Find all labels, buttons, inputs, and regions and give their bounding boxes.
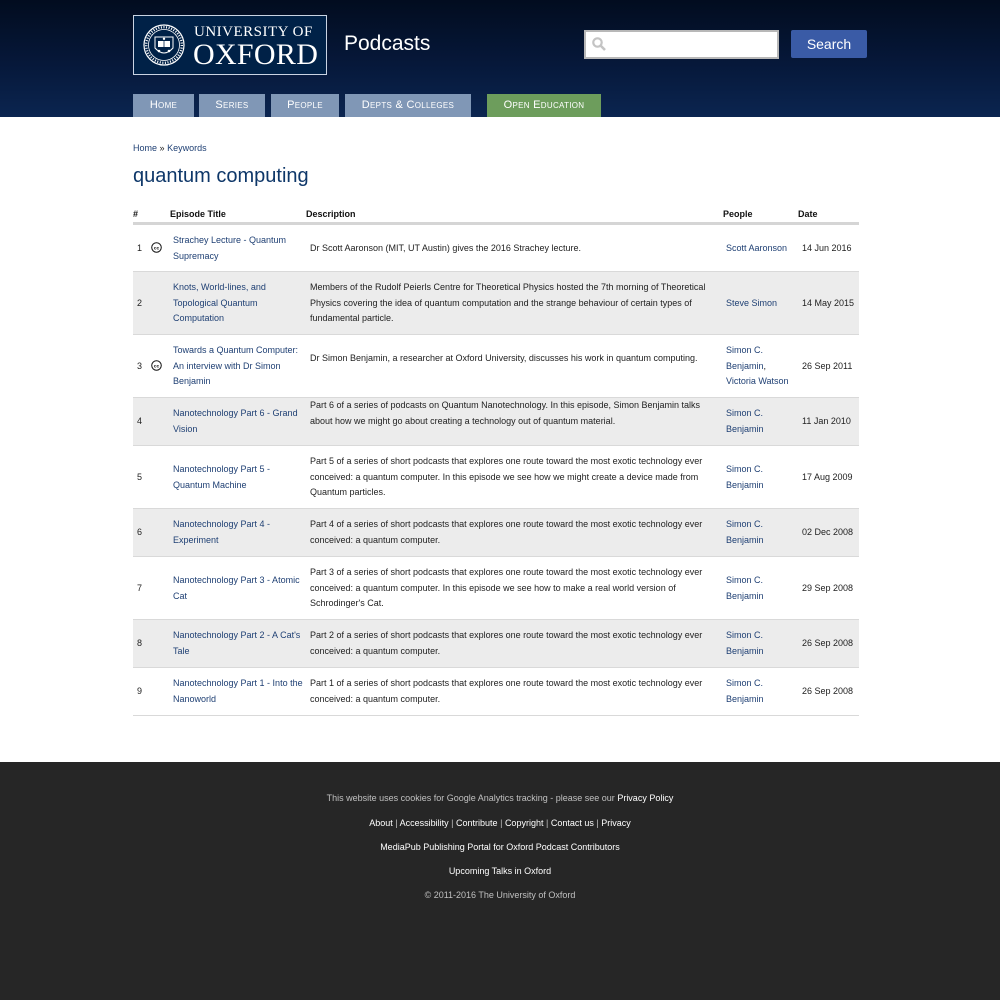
- episode-description: Part 1 of a series of short podcasts that explores one route toward the most exotic technology ever conceived: a quantum computer.: [310, 678, 703, 704]
- table-row: [133, 398, 859, 446]
- episode-date: 26 Sep 2008: [802, 686, 854, 697]
- episode-people: [726, 406, 794, 437]
- nav-open-education[interactable]: Open Education: [487, 94, 601, 117]
- search-button[interactable]: Search: [791, 30, 867, 58]
- episode-title-link[interactable]: Nanotechnology Part 6 - Grand Vision: [173, 408, 298, 434]
- episode-date: 14 Jun 2016: [802, 242, 852, 253]
- search-input[interactable]: [610, 34, 774, 57]
- table-row: [133, 272, 859, 335]
- site-footer: [0, 762, 1000, 1000]
- row-number: 4: [137, 416, 143, 427]
- col-header-title: Episode Title: [170, 209, 226, 219]
- breadcrumb: [133, 143, 207, 153]
- person-link[interactable]: Steve Simon: [726, 297, 778, 308]
- footer-link-about[interactable]: About: [369, 818, 393, 828]
- episode-date: 17 Aug 2009: [802, 471, 853, 482]
- footer-link-separator: |: [500, 818, 503, 828]
- episode-date: 29 Sep 2008: [802, 582, 854, 593]
- creative-commons-icon[interactable]: [151, 242, 162, 253]
- person-link[interactable]: Simon C. Benjamin: [726, 519, 764, 545]
- privacy-policy-link[interactable]: Privacy Policy: [617, 793, 674, 803]
- row-number: 7: [137, 582, 143, 593]
- episode-description: Part 2 of a series of short podcasts that explores one route toward the most exotic technology ever conceived: a quantum computer.: [310, 630, 703, 656]
- episode-people: [726, 296, 794, 312]
- site-title[interactable]: Podcasts: [344, 32, 431, 55]
- footer-link-contribute[interactable]: Contribute: [456, 818, 498, 828]
- episode-date: 02 Dec 2008: [802, 527, 854, 538]
- episode-title-link[interactable]: Strachey Lecture - Quantum Supremacy: [173, 234, 287, 261]
- episode-description: Dr Simon Benjamin, a researcher at Oxford University, discusses his work in quantum computing.: [310, 352, 698, 363]
- episode-description: Part 3 of a series of short podcasts that explores one route toward the most exotic technology ever conceived: a quantum computer. In this episode we see how to make a real world version of Schrodinger's Cat.: [310, 566, 703, 609]
- table-row: [133, 335, 859, 398]
- breadcrumb-keywords[interactable]: Keywords: [167, 143, 207, 153]
- table-row: [133, 509, 859, 557]
- episode-title-link[interactable]: Nanotechnology Part 4 - Experiment: [173, 519, 271, 545]
- col-header-date: Date: [798, 209, 818, 219]
- cookie-text: This website uses cookies for Google Analytics tracking - please see our: [326, 793, 615, 803]
- col-header-num: #: [133, 209, 139, 219]
- upcoming-talks: [0, 866, 1000, 876]
- person-link[interactable]: Simon C. Benjamin: [726, 408, 764, 434]
- episode-people: [726, 676, 794, 707]
- episode-title-link[interactable]: Knots, World-lines, and Topological Quantum Computation: [173, 281, 266, 324]
- row-number: 9: [137, 686, 143, 697]
- episode-date: 11 Jan 2010: [802, 416, 851, 427]
- person-link[interactable]: Simon C. Benjamin: [726, 574, 764, 601]
- footer-link-privacy[interactable]: Privacy: [601, 818, 631, 828]
- page-title: quantum computing: [133, 165, 309, 187]
- nav-people[interactable]: People: [271, 94, 339, 117]
- footer-link-separator: |: [451, 818, 454, 828]
- footer-link-accessibility[interactable]: Accessibility: [399, 818, 449, 828]
- oxford-crest-icon: [142, 22, 186, 68]
- cookie-notice: [0, 793, 1000, 803]
- row-number: 5: [137, 471, 143, 482]
- logo-oxford: OXFORD: [193, 38, 319, 71]
- episode-title-link[interactable]: Nanotechnology Part 2 - A Cat's Tale: [173, 630, 301, 656]
- mediapub-link: [0, 842, 1000, 852]
- episode-date: 14 May 2015: [802, 297, 855, 308]
- col-header-people: People: [723, 209, 753, 219]
- episode-title-link[interactable]: Nanotechnology Part 3 - Atomic Cat: [173, 574, 300, 601]
- footer-link-separator: |: [545, 818, 549, 828]
- episode-people: [726, 517, 794, 548]
- episode-title-link[interactable]: Nanotechnology Part 1 - Into the Nanoworld: [173, 678, 303, 704]
- nav-depts-colleges[interactable]: Depts & Colleges: [345, 94, 471, 117]
- person-link[interactable]: Simon C. Benjamin: [726, 344, 764, 371]
- episode-people: [726, 241, 794, 257]
- footer-link-separator: |: [596, 818, 599, 828]
- episode-description: Members of the Rudolf Peierls Centre for Theoretical Physics hosted the 7th morning of Theoretical Physics covering the idea of quantum computation and the strange behaviour of certain types of fundamental particle.: [310, 281, 706, 324]
- footer-link-copyright[interactable]: Copyright: [504, 818, 544, 828]
- person-link[interactable]: Victoria Watson: [726, 376, 789, 387]
- episode-date: 26 Sep 2011: [802, 360, 853, 371]
- breadcrumb-separator: »: [159, 143, 165, 153]
- episode-title-link[interactable]: Nanotechnology Part 5 - Quantum Machine: [173, 463, 271, 490]
- upcoming-talks-link[interactable]: Upcoming Talks in Oxford: [448, 866, 552, 876]
- nav-series[interactable]: Series: [199, 94, 265, 117]
- episode-date: 26 Sep 2008: [802, 638, 854, 649]
- mediapub-portal-link[interactable]: MediaPub Publishing Portal for Oxford Podcast Contributors: [380, 842, 620, 852]
- row-number: 6: [137, 527, 143, 538]
- episode-people: [726, 343, 794, 390]
- nav-home[interactable]: Home: [133, 94, 194, 117]
- episode-description: Part 5 of a series of short podcasts that explores one route toward the most exotic technology ever conceived: a quantum computer. In this episode we see how we might create a device made from Quantum particles.: [310, 455, 703, 498]
- site-header: [0, 0, 1000, 117]
- footer-links: [0, 818, 1000, 828]
- row-number: 8: [137, 638, 143, 649]
- col-header-description: Description: [306, 209, 356, 219]
- person-link[interactable]: Simon C. Benjamin: [726, 463, 764, 490]
- svg-text:cc: cc: [153, 363, 160, 369]
- footer-link-contact[interactable]: Contact us: [550, 818, 594, 828]
- row-number: 2: [137, 297, 143, 308]
- search-box: [584, 30, 779, 59]
- table-row: [133, 620, 859, 668]
- episode-people: [726, 462, 794, 493]
- table-row: [133, 225, 859, 272]
- person-link[interactable]: Scott Aaronson: [726, 242, 788, 253]
- svg-text:cc: cc: [153, 245, 160, 251]
- table-row: [133, 557, 859, 620]
- logo-university-of: UNIVERSITY OF: [194, 24, 313, 40]
- oxford-logo[interactable]: [133, 15, 327, 75]
- breadcrumb-home[interactable]: Home: [133, 143, 158, 153]
- episode-description: Part 4 of a series of short podcasts that explores one route toward the most exotic technology ever conceived: a quantum computer.: [310, 519, 703, 545]
- copyright-notice: © 2011-2016 The University of Oxford: [424, 890, 576, 900]
- person-separator: ,: [763, 360, 767, 371]
- person-link[interactable]: Simon C. Benjamin: [726, 630, 764, 656]
- row-number: 1: [137, 242, 143, 253]
- row-number: 3: [137, 360, 143, 371]
- person-link[interactable]: Simon C. Benjamin: [726, 678, 764, 704]
- episode-description: Dr Scott Aaronson (MIT, UT Austin) gives the 2016 Strachey lecture.: [310, 242, 581, 253]
- table-row: [133, 446, 859, 509]
- episode-people: [726, 628, 794, 659]
- episode-people: [726, 573, 794, 604]
- footer-link-separator: |: [395, 818, 398, 828]
- episode-title-link[interactable]: Towards a Quantum Computer: An interview with Dr Simon Benjamin: [173, 344, 299, 387]
- table-row: [133, 668, 859, 716]
- magnifier-icon: [592, 37, 606, 51]
- creative-commons-icon[interactable]: [151, 360, 162, 371]
- episode-description: Part 6 of a series of podcasts on Quantum Nanotechnology. In this episode, Simon Benjamin talks about how we might go about creating a technology out of quantum material.: [310, 400, 701, 427]
